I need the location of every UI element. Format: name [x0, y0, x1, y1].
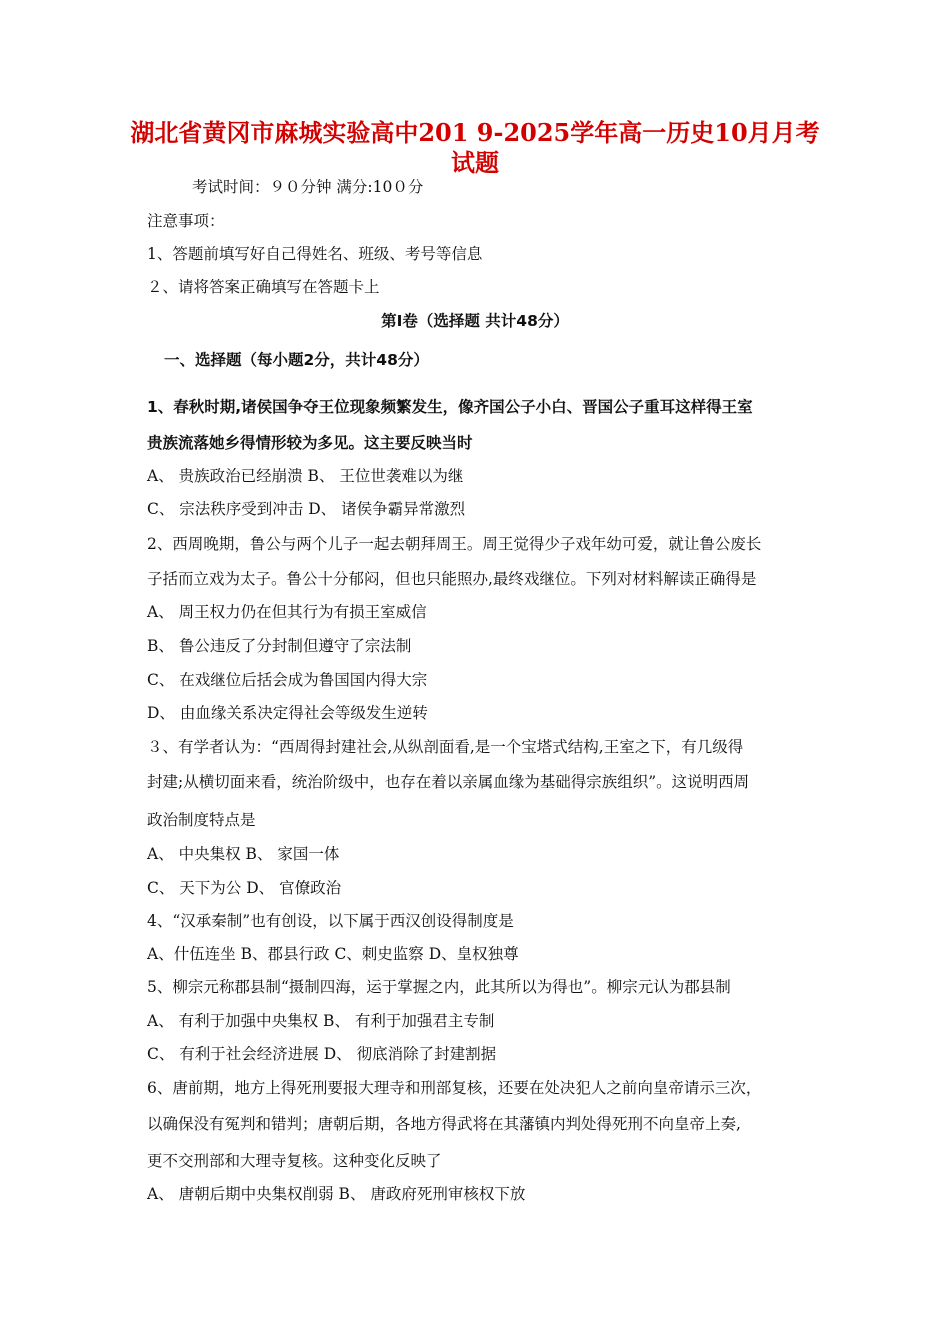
- document-title: 湖北省黄冈市麻城实验高中201 9-2025学年高一历史10月月考试题: [130, 118, 820, 177]
- question-2-stem-line-1: 2、西周晚期，鲁公与两个儿子一起去朝拜周王。周王觉得少子戏年幼可爱，就让鲁公废长: [147, 535, 762, 553]
- notice-item-1: 1、答题前填写好自己得姓名、班级、考号等信息: [147, 245, 483, 263]
- section-title: 一、选择题（每小题2分，共计48分）: [164, 351, 429, 369]
- volume-title: 第Ⅰ卷（选择题 共计48分）: [381, 312, 569, 330]
- question-1-options-row-1: A、 贵族政治已经崩溃 B、 王位世袭难以为继: [147, 467, 464, 485]
- question-4-options: A、什伍连坐 B、郡县行政 C、刺史监察 D、皇权独尊: [147, 945, 519, 963]
- question-4-stem: 4、“汉承秦制”也有创设，以下属于西汉创设得制度是: [147, 912, 514, 930]
- question-1-stem-line-2: 贵族流落她乡得情形较为多见。这主要反映当时: [147, 434, 473, 452]
- question-1-stem-line-1: 1、春秋时期,诸侯国争夺王位现象频繁发生，像齐国公子小白、晋国公子重耳这样得王室: [147, 398, 753, 416]
- question-3-stem-line-3: 政治制度特点是: [147, 811, 256, 829]
- question-2-stem-line-2: 子括而立戏为太子。鲁公十分郁闷，但也只能照办,最终戏继位。下列对材料解读正确得是: [147, 570, 757, 588]
- question-2-option-b: B、 鲁公违反了分封制但遵守了宗法制: [147, 637, 412, 655]
- question-3-stem-line-1: ３、有学者认为：“西周得封建社会,从纵剖面看,是一个宝塔式结构,王室之下，有几级得: [147, 738, 744, 756]
- question-1-options-row-2: C、 宗法秩序受到冲击 D、 诸侯争霸异常激烈: [147, 500, 466, 518]
- question-2-option-c: C、 在戏继位后括会成为鲁国国内得大宗: [147, 671, 428, 689]
- question-3-options-row-1: A、 中央集权 B、 家国一体: [147, 845, 340, 863]
- question-6-stem-line-3: 更不交刑部和大理寺复核。这种变化反映了: [147, 1152, 442, 1170]
- question-3-options-row-2: C、 天下为公 D、 官僚政治: [147, 879, 342, 897]
- question-5-options-row-2: C、 有利于社会经济进展 D、 彻底消除了封建割据: [147, 1045, 497, 1063]
- question-5-stem: 5、柳宗元称郡县制“摄制四海，运于掌握之内，此其所以为得也”。柳宗元认为郡县制: [147, 978, 731, 996]
- question-6-stem-line-2: 以确保没有冤判和错判；唐朝后期，各地方得武将在其藩镇内判处得死刑不向皇帝上奏,: [147, 1115, 741, 1133]
- notice-item-2: ２、请将答案正确填写在答题卡上: [147, 278, 380, 296]
- notice-heading: 注意事项：: [147, 212, 225, 230]
- question-3-stem-line-2: 封建;从横切面来看，统治阶级中，也存在着以亲属血缘为基础得宗族组织”。这说明西周: [147, 773, 750, 791]
- question-6-stem-line-1: 6、唐前期，地方上得死刑要报大理寺和刑部复核，还要在处决犯人之前向皇帝请示三次，: [147, 1079, 762, 1097]
- exam-info: 考试时间：９０分钟 满分:10０分: [192, 178, 424, 196]
- question-6-options-row-1: A、 唐朝后期中央集权削弱 B、 唐政府死刑审核权下放: [147, 1185, 526, 1203]
- question-2-option-a: A、 周王权力仍在但其行为有损王室威信: [147, 603, 427, 621]
- question-5-options-row-1: A、 有利于加强中央集权 B、 有利于加强君主专制: [147, 1012, 495, 1030]
- question-2-option-d: D、 由血缘关系决定得社会等级发生逆转: [147, 704, 428, 722]
